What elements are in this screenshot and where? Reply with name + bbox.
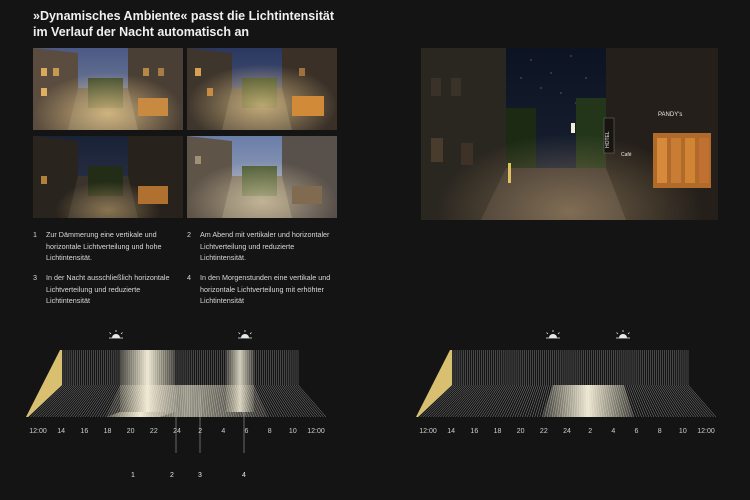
sunrise-icon [238, 330, 252, 338]
caption-3-number: 3 [33, 273, 37, 282]
photo-night [33, 136, 183, 218]
caption-4-text: In den Morgenstunden eine vertikale und horizontale Lichtverteilung mit erhöhter Lichtintensität [200, 273, 331, 305]
sunrise-icon [616, 330, 630, 338]
caption-3-text: In der Nacht ausschließlich horizontale Lichtverteilung und reduzierte Lichtintensität [46, 273, 170, 305]
floor-line [478, 385, 500, 417]
floor-line [535, 385, 545, 417]
time-tick-label: 12:00 [29, 428, 47, 435]
time-tick-label: 22 [539, 428, 548, 435]
left-edge [26, 350, 62, 417]
caption-2 [187, 229, 337, 265]
floor-line [276, 385, 298, 417]
time-tick-label: 24 [173, 428, 181, 435]
photo-dusk [33, 48, 183, 130]
marker-4: 4 [242, 472, 246, 479]
light-intensity-diagram-right [410, 325, 730, 455]
left-edge [416, 350, 452, 417]
floor-line [88, 385, 110, 417]
floor-line [682, 385, 708, 417]
time-tick-label: 24 [563, 428, 571, 435]
caption-1 [33, 229, 183, 265]
time-tick-label: 22 [149, 428, 158, 435]
photo-evening [187, 48, 337, 130]
time-tick-label: 6 [634, 428, 639, 435]
sunset-icon [109, 330, 123, 338]
time-axis-labels [419, 428, 715, 435]
time-tick-label: 18 [493, 428, 502, 435]
sunset-icon [546, 330, 560, 338]
time-tick-label: 16 [470, 428, 479, 435]
time-tick-label: 12:00 [419, 428, 437, 435]
floor-line [639, 385, 654, 417]
caption-1-text: Zur Dämmerung eine vertikale und horizontale Lichtverteilung und hohe Lichtintensität. [46, 230, 162, 262]
floor-line [641, 385, 657, 417]
hotel-sign: HOTEL [605, 131, 611, 148]
beam-floor-horizontal [542, 385, 634, 417]
time-axis-labels [29, 428, 325, 435]
marker-2: 2 [170, 472, 174, 479]
photo-large-street [421, 48, 718, 220]
time-tick-label: 4 [221, 428, 226, 435]
floor-line [643, 385, 659, 417]
time-tick-label: 18 [103, 428, 112, 435]
time-tick-label: 14 [447, 428, 456, 435]
floor-line [85, 385, 107, 417]
time-tick-label: 2 [198, 428, 203, 435]
time-tick-label: 8 [657, 428, 662, 435]
time-tick-label: 16 [80, 428, 89, 435]
time-tick-label: 14 [57, 428, 66, 435]
time-tick-label: 20 [126, 428, 135, 435]
floor-line [505, 385, 521, 417]
title-line-1: »Dynamisches Ambiente« passt die Lichtintensität [33, 9, 335, 23]
floor-line [666, 385, 688, 417]
light-intensity-diagram-left [20, 325, 340, 500]
beam-floor-horizontal [106, 385, 268, 417]
caption-2-text: Am Abend mit vertikaler und horizontaler Lichtverteilung und reduzierte Lichtintensität. [200, 230, 330, 262]
marker-3: 3 [198, 472, 202, 479]
page-title [33, 8, 363, 40]
caption-4-number: 4 [187, 273, 191, 282]
time-tick-label: 20 [516, 428, 525, 435]
marker-1: 1 [131, 472, 135, 479]
time-tick-label: 12:00 [697, 428, 715, 435]
back-wall-lines [452, 350, 688, 385]
time-tick-label: 10 [288, 428, 297, 435]
caption-4 [187, 272, 337, 320]
floor-line [507, 385, 522, 417]
time-tick-label: 4 [611, 428, 616, 435]
title-line-2: im Verlauf der Nacht automatisch an [33, 25, 250, 39]
photo-morning [187, 136, 337, 218]
cafe-sign: Café [621, 152, 632, 158]
floor-line [664, 385, 686, 417]
time-tick-label: 12:00 [307, 428, 325, 435]
time-tick-label: 2 [588, 428, 593, 435]
floor-line [475, 385, 497, 417]
caption-2-number: 2 [187, 230, 191, 239]
floor-line [292, 385, 318, 417]
floor-line [274, 385, 296, 417]
floor-line [645, 385, 662, 417]
bar-sign: PANDY's [658, 112, 683, 118]
time-tick-label: 8 [267, 428, 272, 435]
back-wall-lines [62, 350, 298, 385]
floor-line [502, 385, 518, 417]
time-tick-label: 10 [678, 428, 687, 435]
caption-1-number: 1 [33, 230, 37, 239]
time-tick-label: 6 [244, 428, 249, 435]
floor-line [530, 385, 541, 417]
caption-3 [33, 272, 183, 308]
